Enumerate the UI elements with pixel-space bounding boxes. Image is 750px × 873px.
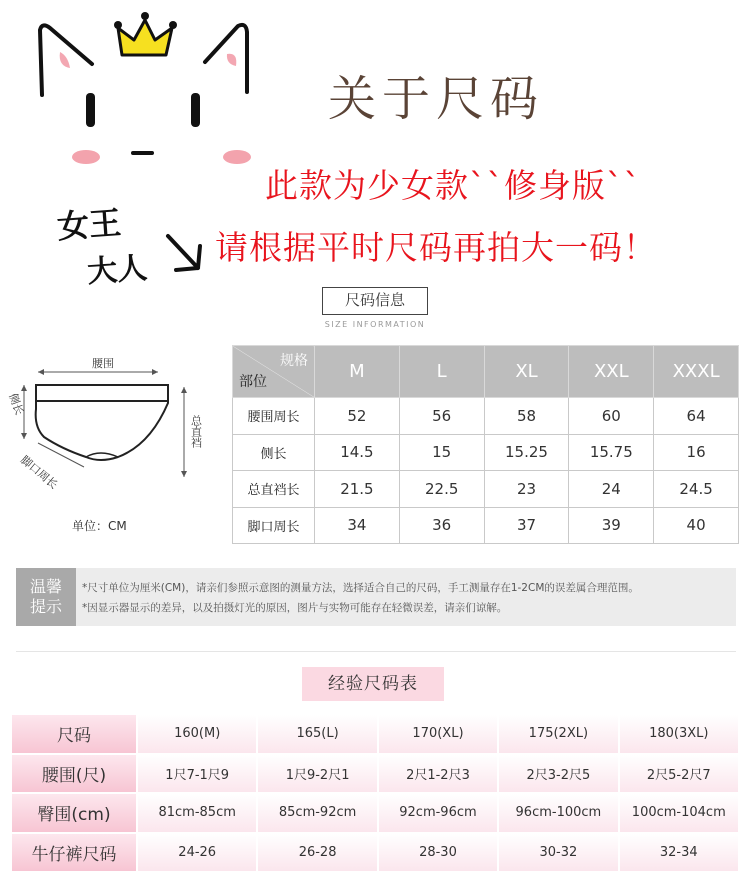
cell-value: 92cm-96cm [379, 794, 497, 832]
cell-value: 15 [399, 434, 484, 471]
cell-value: 39 [569, 507, 654, 544]
cell-value: 52 [315, 398, 400, 435]
cell-value: 170(XL) [379, 715, 497, 753]
label-leg: 脚口周长 [18, 453, 61, 492]
page-title: 关于尺码 [328, 71, 545, 127]
cell-value: 21.5 [315, 471, 400, 508]
size-col-m: M [315, 346, 400, 398]
cell-value: 22.5 [399, 471, 484, 508]
cell-value: 40 [654, 507, 739, 544]
cell-value: 24.5 [654, 471, 739, 508]
cell-value: 56 [399, 398, 484, 435]
cat-right-ear-inner [227, 54, 236, 66]
cell-value: 81cm-85cm [138, 794, 256, 832]
tip-label-line: 温馨 [29, 577, 62, 596]
table-row [12, 834, 738, 872]
size-info-heading: 尺码信息 [322, 287, 428, 315]
cell-value: 2尺5-2尺7 [620, 755, 738, 793]
cat-right-cheek [223, 150, 251, 164]
row-label: 总直裆长 [233, 471, 315, 508]
cell-value: 37 [484, 507, 569, 544]
cell-value: 28-30 [379, 834, 497, 872]
spec-corner-cell [233, 346, 315, 398]
tip-display-note: *因显示器显示的差异，以及拍摄灯光的原因，图片与实物可能存在轻微误差，请亲们谅解。 [82, 602, 508, 614]
experience-heading: 经验尺码表 [302, 667, 444, 701]
cell-value: 2尺3-2尺5 [499, 755, 617, 793]
size-up-notice: 请根据平时尺码再拍大一码！ [215, 228, 657, 267]
tip-label-line: 提示 [29, 597, 62, 616]
cell-value: 30-32 [499, 834, 617, 872]
cell-value: 96cm-100cm [499, 794, 617, 832]
cat-left-cheek [72, 150, 100, 164]
fit-notice: 此款为少女款``修身版`` [265, 166, 641, 205]
briefs-measurement-diagram [0, 345, 230, 545]
table-row [12, 755, 738, 793]
corner-part-label: 部位 [239, 374, 267, 390]
size-col-l: L [399, 346, 484, 398]
cell-value: 60 [569, 398, 654, 435]
row-label: 牛仔裤尺码 [12, 834, 136, 872]
doodle-text-queen: 女王 [55, 203, 123, 246]
tip-banner [16, 568, 736, 626]
cell-value: 85cm-92cm [258, 794, 376, 832]
cat-left-ear-inner [60, 52, 70, 68]
cat-right-eye [191, 93, 200, 127]
doodle-text-highness: 大人 [86, 250, 149, 290]
cell-value: 165(L) [258, 715, 376, 753]
cell-value: 58 [484, 398, 569, 435]
table-row [12, 715, 738, 753]
corner-spec-label: 规格 [280, 353, 308, 369]
cell-value: 15.75 [569, 434, 654, 471]
cat-right-ear [205, 25, 247, 92]
divider [16, 651, 736, 652]
cell-value: 1尺9-2尺1 [258, 755, 376, 793]
cell-value: 180(3XL) [620, 715, 738, 753]
cell-value: 100cm-104cm [620, 794, 738, 832]
cell-value: 34 [315, 507, 400, 544]
size-col-xxxl: XXXL [654, 346, 739, 398]
cell-value: 14.5 [315, 434, 400, 471]
cell-value: 23 [484, 471, 569, 508]
size-info-subheading: SIZE INFORMATION [324, 320, 426, 329]
row-label: 臀围(cm) [12, 794, 136, 832]
row-label: 侧长 [233, 434, 315, 471]
size-col-xl: XL [484, 346, 569, 398]
cell-value: 26-28 [258, 834, 376, 872]
cell-value: 2尺1-2尺3 [379, 755, 497, 793]
arrow-icon [168, 236, 200, 270]
table-row [233, 398, 739, 435]
label-crotch: 总直裆 [189, 415, 203, 448]
cell-value: 64 [654, 398, 739, 435]
row-label: 尺码 [12, 715, 136, 753]
table-row [233, 471, 739, 508]
tip-measure-note: *尺寸单位为厘米(CM)，请亲们参照示意图的测量方法，选择适合自己的尺码，手工测量存在1-2CM的误差属合理范围。 [82, 582, 639, 594]
spec-header-row [233, 346, 739, 398]
label-waist: 腰围 [92, 357, 114, 370]
cell-value: 1尺7-1尺9 [138, 755, 256, 793]
experience-size-table [10, 713, 740, 873]
row-label: 腰围(尺) [12, 755, 136, 793]
cell-value: 36 [399, 507, 484, 544]
cell-value: 175(2XL) [499, 715, 617, 753]
cell-value: 160(M) [138, 715, 256, 753]
cell-value: 15.25 [484, 434, 569, 471]
cell-value: 32-34 [620, 834, 738, 872]
tip-label [16, 568, 76, 626]
unit-label: 单位：CM [72, 519, 127, 533]
row-label: 腰围周长 [233, 398, 315, 435]
size-spec-table [232, 345, 739, 544]
table-row [233, 434, 739, 471]
crown-icon [118, 20, 172, 55]
cell-value: 24 [569, 471, 654, 508]
label-side: 侧长 [6, 391, 26, 417]
briefs-icon [36, 385, 168, 460]
table-row [233, 507, 739, 544]
cat-left-eye [86, 93, 95, 127]
table-row [12, 794, 738, 832]
cell-value: 16 [654, 434, 739, 471]
size-col-xxl: XXL [569, 346, 654, 398]
cell-value: 24-26 [138, 834, 256, 872]
row-label: 脚口周长 [233, 507, 315, 544]
